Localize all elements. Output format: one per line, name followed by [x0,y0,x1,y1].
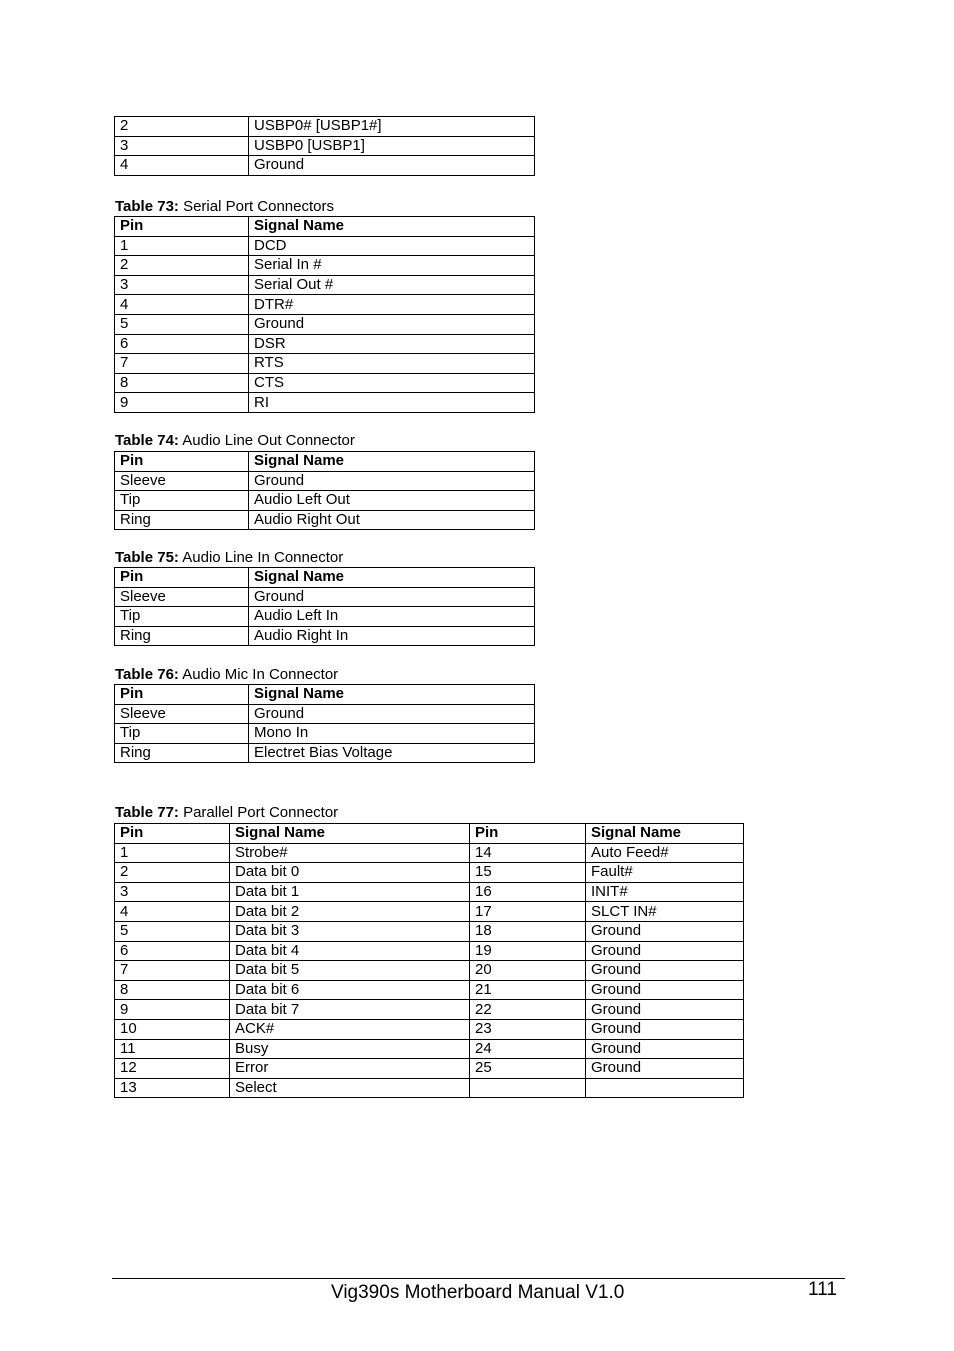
table-cell: 4 [115,295,249,315]
table-cell: Audio Right In [249,626,535,646]
table-cell: 12 [115,1059,230,1079]
table-cell: RTS [249,354,535,374]
table-row [115,156,535,176]
table-row [115,902,744,922]
table-row [115,136,535,156]
table-cell: 4 [115,902,230,922]
table-cell: 18 [470,921,586,941]
table-cell: 19 [470,941,586,961]
table-row [115,117,535,137]
table-row [115,1078,744,1098]
table-row [115,256,535,276]
table-cell: 23 [470,1019,586,1039]
table-cell: 17 [470,902,586,922]
column-header: Pin [115,685,249,705]
footer-rule [112,1278,845,1279]
table76-label: Table 76: [115,666,179,683]
table-cell: 2 [115,256,249,276]
serial-port-table [114,216,535,413]
table-cell: 5 [115,921,230,941]
table-cell: 5 [115,314,249,334]
table-cell: USBP0 [USBP1] [249,136,535,156]
table-row [115,1059,744,1079]
table-cell: 20 [470,961,586,981]
table-cell: Ground [249,704,535,724]
table74-title: Audio Line Out Connector [178,432,355,449]
table-cell: Serial In # [249,256,535,276]
table-row [115,393,535,413]
page-number: 111 [808,1279,837,1300]
table-cell: DSR [249,334,535,354]
table76-caption [115,666,338,684]
table-cell: Audio Left In [249,607,535,627]
table-cell: Mono In [249,724,535,744]
table-row [115,334,535,354]
table-cell [470,1078,586,1098]
table-cell: 3 [115,275,249,295]
table-cell: Sleeve [115,704,249,724]
table-cell: RI [249,393,535,413]
table-cell: 3 [115,882,230,902]
table-header-row [115,568,535,588]
table-row [115,236,535,256]
table-cell: DCD [249,236,535,256]
table-cell: Ground [249,471,535,491]
column-header: Signal Name [249,685,535,705]
table-cell: Ring [115,626,249,646]
table-header-row [115,685,535,705]
table77-label: Table 77: [115,804,179,821]
table-cell: 16 [470,882,586,902]
table-cell: 2 [115,863,230,883]
table-cell: 1 [115,843,230,863]
table-row [115,980,744,1000]
table-cell: INIT# [586,882,744,902]
table-header-row [115,824,744,844]
table-row [115,743,535,763]
table77-caption [115,804,338,822]
table-cell: 4 [115,156,249,176]
table-cell: 6 [115,334,249,354]
table-cell: Data bit 5 [230,961,470,981]
table-cell: Data bit 6 [230,980,470,1000]
table-cell: 6 [115,941,230,961]
table-header-row [115,217,535,237]
table-cell: Auto Feed# [586,843,744,863]
column-header: Pin [115,452,249,472]
table-row [115,354,535,374]
table-cell: Data bit 4 [230,941,470,961]
table-cell: Busy [230,1039,470,1059]
table-cell: DTR# [249,295,535,315]
table75-label: Table 75: [115,549,179,566]
table-cell: 24 [470,1039,586,1059]
table-cell: ACK# [230,1019,470,1039]
table-cell: Ground [586,1019,744,1039]
table-row [115,1019,744,1039]
table-cell: Ground [586,1059,744,1079]
table-cell: 2 [115,117,249,137]
column-header: Signal Name [249,217,535,237]
table-cell: Ground [586,941,744,961]
table-cell: 9 [115,1000,230,1020]
table-cell: 9 [115,393,249,413]
table-cell: CTS [249,373,535,393]
table-cell: Data bit 0 [230,863,470,883]
column-header: Pin [115,824,230,844]
table-cell: 1 [115,236,249,256]
table-row [115,921,744,941]
audio-line-out-table [114,451,535,530]
table-cell: Ground [586,1000,744,1020]
table-cell: Electret Bias Voltage [249,743,535,763]
table-row [115,882,744,902]
table-cell: 25 [470,1059,586,1079]
table-cell: 7 [115,354,249,374]
table76-title: Audio Mic In Connector [178,666,339,683]
table-row [115,275,535,295]
table-header-row [115,452,535,472]
table-row [115,314,535,334]
table75-title: Audio Line In Connector [178,549,344,566]
column-header: Pin [470,824,586,844]
table-cell: Ground [249,314,535,334]
table-row [115,471,535,491]
footer-title: Vig390s Motherboard Manual V1.0 [331,1282,625,1303]
table-row [115,863,744,883]
table-cell: 14 [470,843,586,863]
table-row [115,607,535,627]
table-cell: Error [230,1059,470,1079]
table-row [115,961,744,981]
table-row [115,587,535,607]
table-cell: 13 [115,1078,230,1098]
table-cell: Data bit 7 [230,1000,470,1020]
column-header: Signal Name [249,568,535,588]
table73-caption [115,198,334,216]
table-cell: USBP0# [USBP1#] [249,117,535,137]
table-cell: 3 [115,136,249,156]
table-cell: Fault# [586,863,744,883]
column-header: Signal Name [249,452,535,472]
table-cell: Ground [586,921,744,941]
table-cell: Sleeve [115,471,249,491]
table-cell: 8 [115,373,249,393]
table-row [115,295,535,315]
table-cell: Sleeve [115,587,249,607]
table73-title: Serial Port Connectors [178,198,334,215]
table-row [115,491,535,511]
table-cell: Ground [249,156,535,176]
table-cell: 22 [470,1000,586,1020]
table75-caption [115,549,343,567]
table-cell: 7 [115,961,230,981]
table-cell: Data bit 3 [230,921,470,941]
column-header: Pin [115,217,249,237]
table-cell: Tip [115,724,249,744]
table-row [115,724,535,744]
table-cell: SLCT IN# [586,902,744,922]
table-cell: Ground [249,587,535,607]
table-cell: Data bit 1 [230,882,470,902]
table-cell: Audio Right Out [249,510,535,530]
table-cell: Select [230,1078,470,1098]
table-row [115,843,744,863]
table-cell: 15 [470,863,586,883]
table74-caption [115,432,355,450]
table-row [115,941,744,961]
table-cell: 8 [115,980,230,1000]
table-cell: Ground [586,980,744,1000]
table-row [115,626,535,646]
column-header: Signal Name [230,824,470,844]
table-cell: 11 [115,1039,230,1059]
audio-mic-in-table [114,684,535,763]
table-cell: Tip [115,607,249,627]
table-cell: Data bit 2 [230,902,470,922]
table-cell: Ground [586,1039,744,1059]
table-row [115,373,535,393]
table-row [115,704,535,724]
table-cell: Ground [586,961,744,981]
audio-line-in-table [114,567,535,646]
table-cell: Ring [115,743,249,763]
table-cell: Audio Left Out [249,491,535,511]
column-header: Pin [115,568,249,588]
parallel-port-table [114,823,744,1098]
table74-label: Table 74: [115,432,179,449]
table-cell: 10 [115,1019,230,1039]
table-cell: Ring [115,510,249,530]
table-cell: Tip [115,491,249,511]
table-cell: Serial Out # [249,275,535,295]
table-cell: Strobe# [230,843,470,863]
table-row [115,1000,744,1020]
table-cell: 21 [470,980,586,1000]
table77-title: Parallel Port Connector [178,804,339,821]
table-row [115,1039,744,1059]
table-row [115,510,535,530]
table73-label: Table 73: [115,198,179,215]
table-cell [586,1078,744,1098]
usb-pin-table [114,116,535,176]
column-header: Signal Name [586,824,744,844]
